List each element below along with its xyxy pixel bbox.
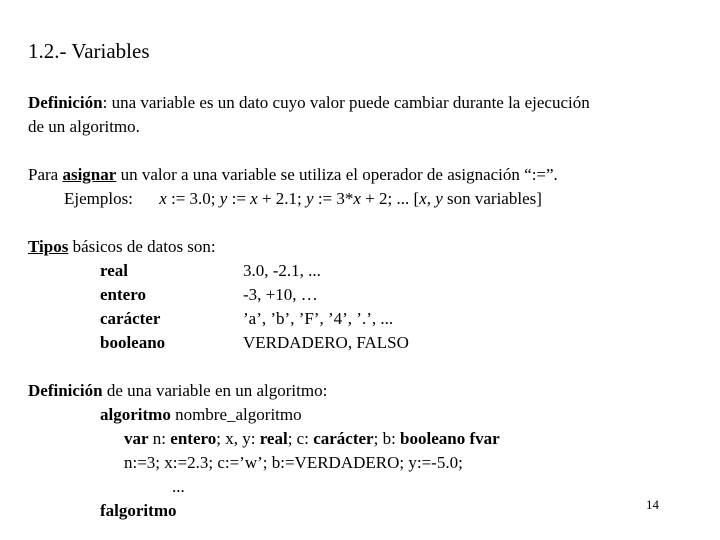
types-heading-text: básicos de datos son: bbox=[68, 237, 216, 256]
algorithm-name: nombre_algoritmo bbox=[170, 405, 302, 424]
assign-term: asignar bbox=[62, 165, 117, 184]
type-values: 3.0, -2.1, ... bbox=[243, 261, 321, 280]
algorithm-heading-term: Definición bbox=[28, 381, 103, 400]
type-values: ’a’, ’b’, ’F’, ’4’, ’.’, ... bbox=[243, 309, 394, 328]
type-name: carácter bbox=[100, 309, 161, 328]
type-values: -3, +10, … bbox=[243, 285, 318, 304]
slide-title: 1.2.- Variables bbox=[28, 39, 150, 63]
end-keyword: falgoritmo bbox=[100, 501, 177, 520]
definition-text: : una variable es un dato cuyo valor puede cambiar durante la ejecución bbox=[102, 93, 590, 112]
examples-label: Ejemplos: bbox=[64, 189, 133, 208]
type-name: entero bbox=[100, 285, 146, 304]
example-text: := bbox=[227, 189, 251, 208]
assign-line bbox=[28, 166, 558, 183]
example-text: son variables] bbox=[442, 189, 542, 208]
example-var: x bbox=[250, 189, 258, 208]
example-var: y bbox=[306, 189, 314, 208]
definition-line-2: de un algoritmo. bbox=[28, 117, 140, 136]
code-text: ; c: bbox=[287, 429, 314, 448]
example-text: , bbox=[426, 189, 436, 208]
example-text: + 2.1; bbox=[257, 189, 307, 208]
page-number: 14 bbox=[646, 497, 659, 512]
example-var: y bbox=[435, 189, 443, 208]
assign-pre: Para bbox=[28, 165, 63, 184]
code-text: n: bbox=[148, 429, 171, 448]
example-text: := 3* bbox=[313, 189, 354, 208]
example-var: x bbox=[353, 189, 361, 208]
algorithm-line bbox=[100, 406, 302, 423]
examples-code bbox=[159, 189, 542, 208]
example-var: x bbox=[419, 189, 427, 208]
definition-term: Definición bbox=[28, 93, 103, 112]
keyword: booleano bbox=[400, 429, 466, 448]
code-text: ; x, y: bbox=[216, 429, 260, 448]
type-values: VERDADERO, FALSO bbox=[243, 333, 409, 352]
algorithm-heading-text: de una variable en un algoritmo: bbox=[102, 381, 328, 400]
var-line bbox=[124, 430, 500, 447]
type-name: real bbox=[100, 261, 129, 280]
types-heading bbox=[28, 238, 216, 255]
type-name: booleano bbox=[100, 333, 166, 352]
example-var: y bbox=[219, 189, 228, 208]
examples-line bbox=[64, 190, 542, 207]
keyword: algoritmo bbox=[100, 405, 171, 424]
types-term: Tipos bbox=[28, 237, 69, 256]
definition-line-1 bbox=[28, 94, 590, 111]
assignment-statements: n:=3; x:=2.3; c:=’w’; b:=VERDADERO; y:=-5.0; bbox=[124, 453, 463, 472]
keyword: fvar bbox=[469, 429, 500, 448]
example-text: + 2; ... [ bbox=[360, 189, 420, 208]
code-text: ; b: bbox=[373, 429, 401, 448]
assign-post: un valor a una variable se utiliza el operador de asignación “:=”. bbox=[116, 165, 558, 184]
ellipsis: ... bbox=[172, 477, 185, 496]
keyword: entero bbox=[170, 429, 217, 448]
keyword: carácter bbox=[313, 429, 374, 448]
example-var: x bbox=[159, 189, 167, 208]
example-text: := 3.0; bbox=[166, 189, 220, 208]
keyword: real bbox=[259, 429, 288, 448]
keyword: var bbox=[124, 429, 149, 448]
algorithm-heading bbox=[28, 382, 327, 399]
